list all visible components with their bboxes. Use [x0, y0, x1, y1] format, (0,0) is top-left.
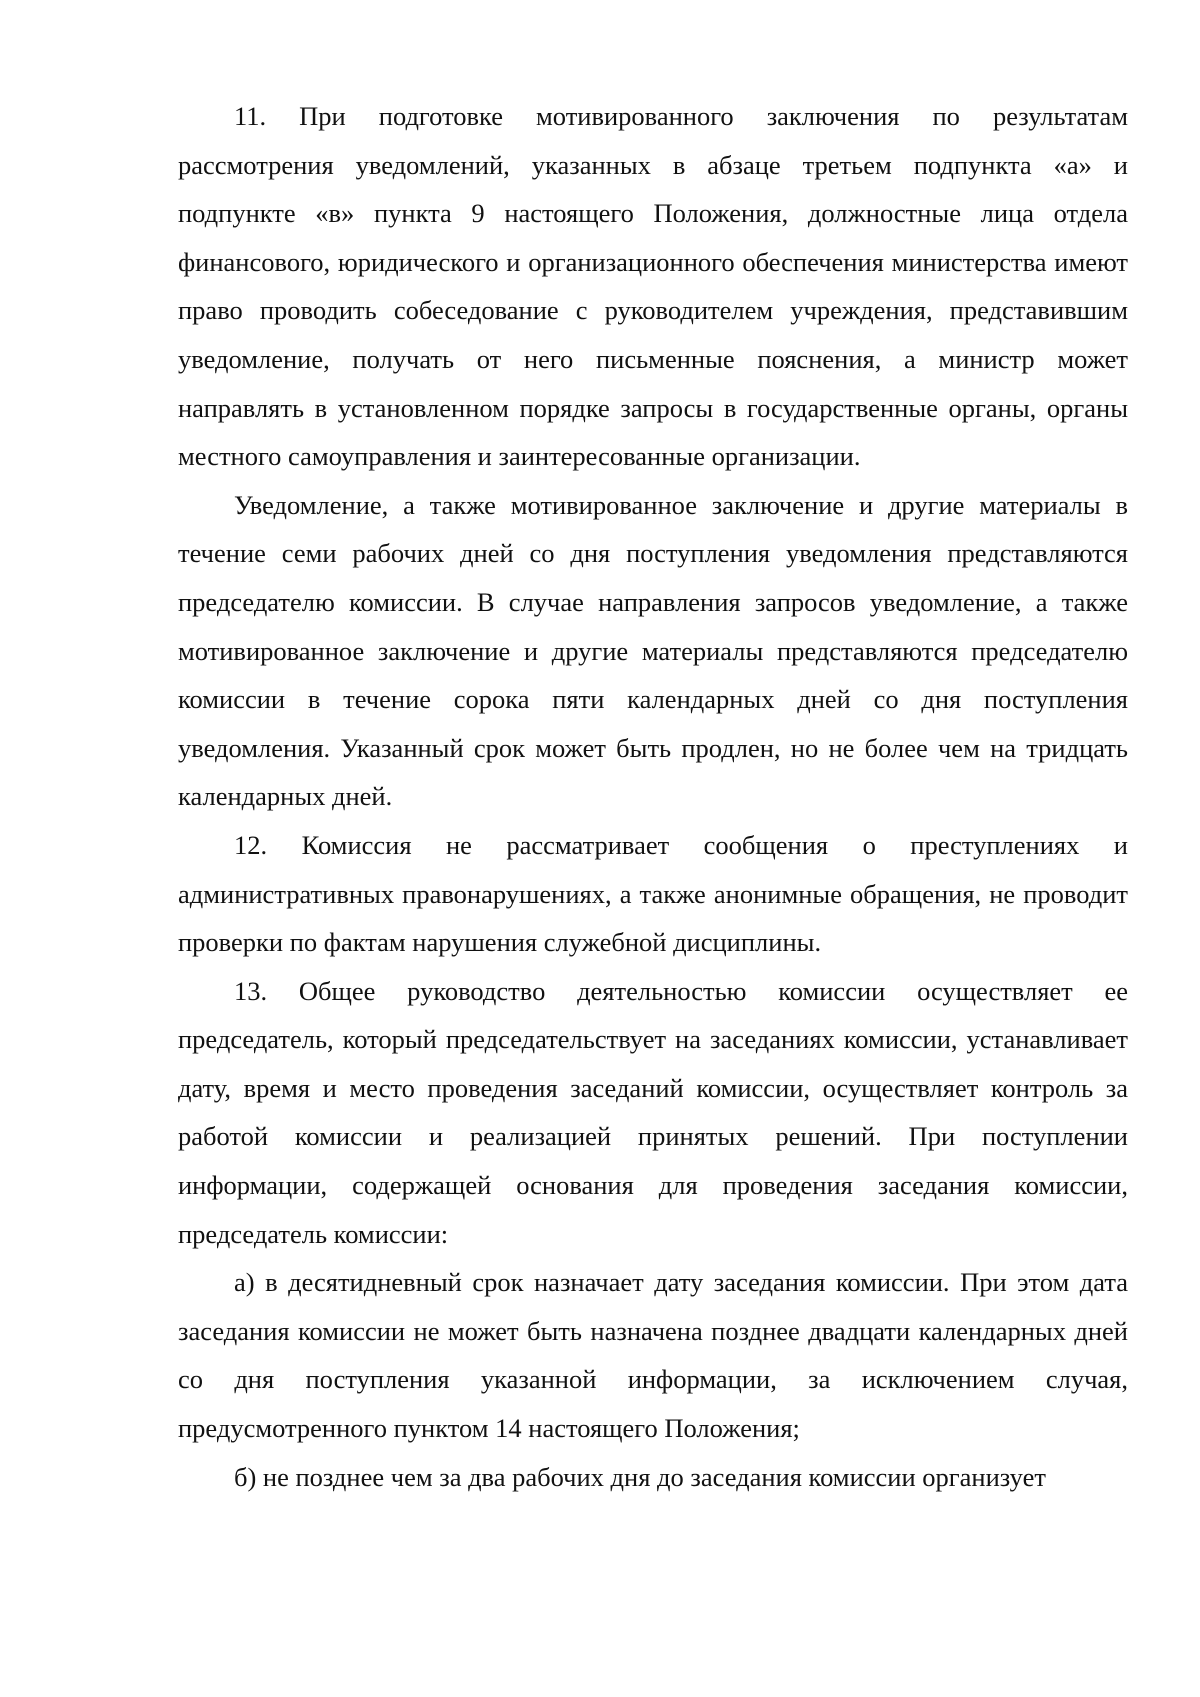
paragraph-notification: Уведомление, а также мотивированное заключение и другие материалы в течение семи рабочих дней со дня поступления уведомления представляются председателю комиссии. В случае направления запросов уведомление, а также мотивированное заключение и другие материалы представляются председателю комиссии в течение сорока пяти календарных дней со дня поступления уведомления. Указанный срок может быть продлен, но не более чем на тридцать календарных дней.	[178, 489, 1128, 812]
paragraph-11: 11. При подготовке мотивированного заключения по результатам рассмотрения уведомлений, указанных в абзаце третьем подпункта «а» и подпункте «в» пункта 9 настоящего Положения, должностные лица отдела финансового, юридического и организационного обеспечения министерства имеют право проводить собеседование с руководителем учреждения, представившим уведомление, получать от него письменные пояснения, а министр может направлять в установленном порядке запросы в государственные органы, органы местного самоуправления и заинтересованные организации.	[178, 101, 1128, 472]
paragraph-13: 13. Общее руководство деятельностью комиссии осуществляет ее председатель, который председательствует на заседаниях комиссии, устанавливает дату, время и место проведения заседаний комиссии, осуществляет контроль за работой комиссии и реализацией принятых решений. При поступлении информации, содержащей основания для проведения заседания комиссии, председатель комиссии:	[178, 975, 1128, 1249]
paragraph-12: 12. Комиссия не рассматривает сообщения о преступлениях и административных правонарушениях, а также анонимные обращения, не проводит проверки по фактам нарушения служебной дисциплины.	[178, 829, 1128, 958]
paragraph-13-b: б) не позднее чем за два рабочих дня до заседания комиссии организует	[234, 1461, 1046, 1492]
document-body	[178, 92, 1128, 1501]
paragraph-13-a: а) в десятидневный срок назначает дату заседания комиссии. При этом дата заседания комиссии не может быть назначена позднее двадцати календарных дней со дня поступления указанной информации, за исключением случая, предусмотренного пунктом 14 настоящего Положения;	[178, 1267, 1128, 1444]
